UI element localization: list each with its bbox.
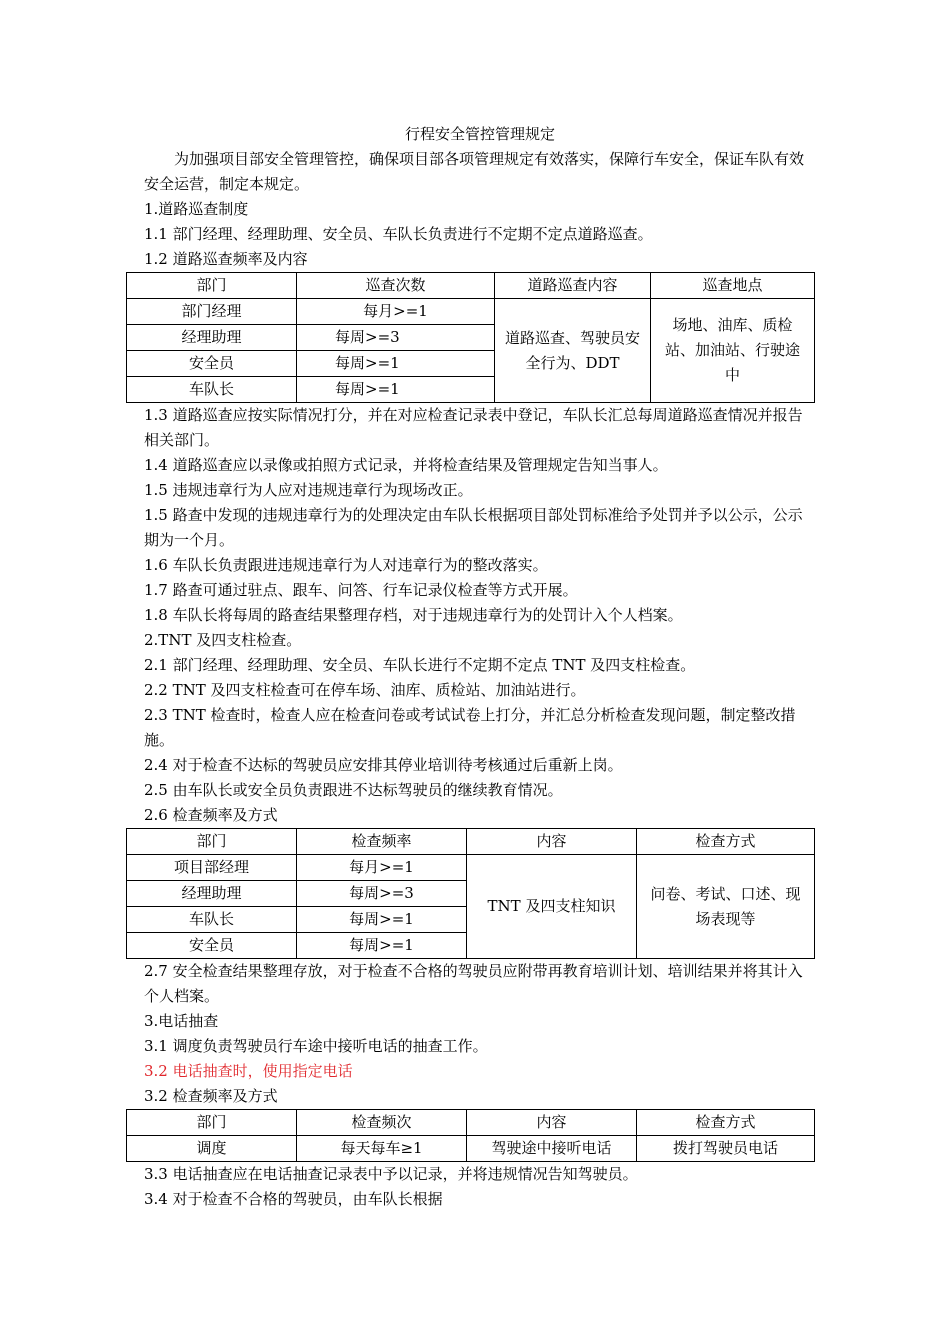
paragraph-1-8: 1.8 车队长将每周的路查结果整理存档，对于违规违章行为的处罚计入个人档案。: [144, 606, 683, 624]
paragraph-1-5a: 1.5 违规违章行为人应对违规违章行为现场改正。: [144, 481, 473, 499]
table-cell: 每周>=1: [297, 907, 467, 933]
table-row: [127, 1136, 815, 1162]
table-cell: 经理助理: [127, 325, 297, 351]
paragraph-2-2: 2.2 TNT 及四支柱检查可在停车场、油库、质检站、加油站进行。: [144, 681, 586, 699]
phone-check-table: [126, 1109, 815, 1162]
paragraph-1-7: 1.7 路查可通过驻点、跟车、问答、行车记录仪检查等方式开展。: [144, 581, 578, 599]
intro-paragraph: 为加强项目部安全管理管控，确保项目部各项管理规定有效落实，保障行车安全，保证车队有效安全运营，制定本规定。: [144, 150, 805, 193]
section-3-heading: 3.电话抽查: [144, 1012, 219, 1030]
paragraph-3-3: 3.3 电话抽查应在电话抽查记录表中予以记录，并将违规情况告知驾驶员。: [144, 1165, 638, 1183]
table-header-cell: 检查方式: [637, 829, 815, 855]
table-cell: 每周>=1: [297, 351, 495, 377]
table-cell: 每周>=3: [297, 325, 495, 351]
table-header-cell: 检查方式: [637, 1110, 815, 1136]
patrol-frequency-table: [126, 272, 815, 403]
table-cell: 车队长: [127, 377, 297, 403]
paragraph-2-1: 2.1 部门经理、经理助理、安全员、车队长进行不定期不定点 TNT 及四支柱检查。: [144, 656, 696, 674]
table-header-row: [127, 273, 815, 299]
table-cell: 每月>=1: [297, 855, 467, 881]
table-header-cell: 检查频率: [297, 829, 467, 855]
paragraph-3-4: 3.4 对于检查不合格的驾驶员，由车队长根据: [144, 1190, 443, 1208]
table-row: [127, 855, 815, 881]
table-row: [127, 299, 815, 325]
table-header-cell: 道路巡查内容: [495, 273, 651, 299]
table-header-row: [127, 829, 815, 855]
section-2-heading: 2.TNT 及四支柱检查。: [144, 631, 302, 649]
table-cell: 部门经理: [127, 299, 297, 325]
paragraph-1-6: 1.6 车队长负责跟进违规违章行为人对违章行为的整改落实。: [144, 556, 548, 574]
paragraph-3-2-highlight: 3.2 电话抽查时，使用指定电话: [144, 1062, 353, 1080]
table-header-cell: 巡查地点: [651, 273, 815, 299]
document-page: [144, 122, 816, 1212]
table-cell: 调度: [127, 1136, 297, 1162]
table-header-cell: 内容: [467, 829, 637, 855]
table-header-cell: 巡查次数: [297, 273, 495, 299]
paragraph-1-1: 1.1 部门经理、经理助理、安全员、车队长负责进行不定期不定点道路巡查。: [144, 225, 653, 243]
table-header-cell: 检查频次: [297, 1110, 467, 1136]
table-cell: 每周>=1: [297, 933, 467, 959]
paragraph-2-7: 2.7 安全检查结果整理存放，对于检查不合格的驾驶员应附带再教育培训计划、培训结果并将其计入个人档案。: [144, 962, 803, 1005]
paragraph-1-2: 1.2 道路巡查频率及内容: [144, 250, 308, 268]
table-cell: 每天每车≥1: [297, 1136, 467, 1162]
table-cell: 每周>=1: [297, 377, 495, 403]
paragraph-2-6: 2.6 检查频率及方式: [144, 806, 278, 824]
section-1-heading: 1.道路巡查制度: [144, 200, 249, 218]
table-header-cell: 内容: [467, 1110, 637, 1136]
paragraph-2-3: 2.3 TNT 检查时，检查人应在检查问卷或考试试卷上打分，并汇总分析检查发现问题，制定整改措施。: [144, 706, 796, 749]
table-cell: 拨打驾驶员电话: [637, 1136, 815, 1162]
paragraph-2-4: 2.4 对于检查不达标的驾驶员应安排其停业培训待考核通过后重新上岗。: [144, 756, 623, 774]
table-cell: 经理助理: [127, 881, 297, 907]
paragraph-1-4: 1.4 道路巡查应以录像或拍照方式记录，并将检查结果及管理规定告知当事人。: [144, 456, 668, 474]
table-cell-location: 场地、油库、质检站、加油站、行驶途中: [651, 299, 815, 403]
table-cell: 项目部经理: [127, 855, 297, 881]
table-cell: 安全员: [127, 351, 297, 377]
paragraph-1-3: 1.3 道路巡查应按实际情况打分，并在对应检查记录表中登记，车队长汇总每周道路巡查情况并报告相关部门。: [144, 406, 803, 449]
table-header-cell: 部门: [127, 273, 297, 299]
table-cell-method: 问卷、考试、口述、现场表现等: [637, 855, 815, 959]
paragraph-3-1: 3.1 调度负责驾驶员行车途中接听电话的抽查工作。: [144, 1037, 488, 1055]
table-header-cell: 部门: [127, 1110, 297, 1136]
document-title: 行程安全管控管理规定: [404, 125, 555, 143]
paragraph-3-2: 3.2 检查频率及方式: [144, 1087, 278, 1105]
tnt-check-table: [126, 828, 815, 959]
table-cell: 每月>=1: [297, 299, 495, 325]
paragraph-2-5: 2.5 由车队长或安全员负责跟进不达标驾驶员的继续教育情况。: [144, 781, 563, 799]
paragraph-1-5b: 1.5 路查中发现的违规违章行为的处理决定由车队长根据项目部处罚标准给予处罚并予以公示，公示期为一个月。: [144, 506, 803, 549]
table-cell: 每周>=3: [297, 881, 467, 907]
table-cell: 安全员: [127, 933, 297, 959]
table-cell: 车队长: [127, 907, 297, 933]
table-cell-content: TNT 及四支柱知识: [467, 855, 637, 959]
table-cell-content: 道路巡查、驾驶员安全行为、DDT: [495, 299, 651, 403]
table-cell: 驾驶途中接听电话: [467, 1136, 637, 1162]
table-header-row: [127, 1110, 815, 1136]
table-header-cell: 部门: [127, 829, 297, 855]
